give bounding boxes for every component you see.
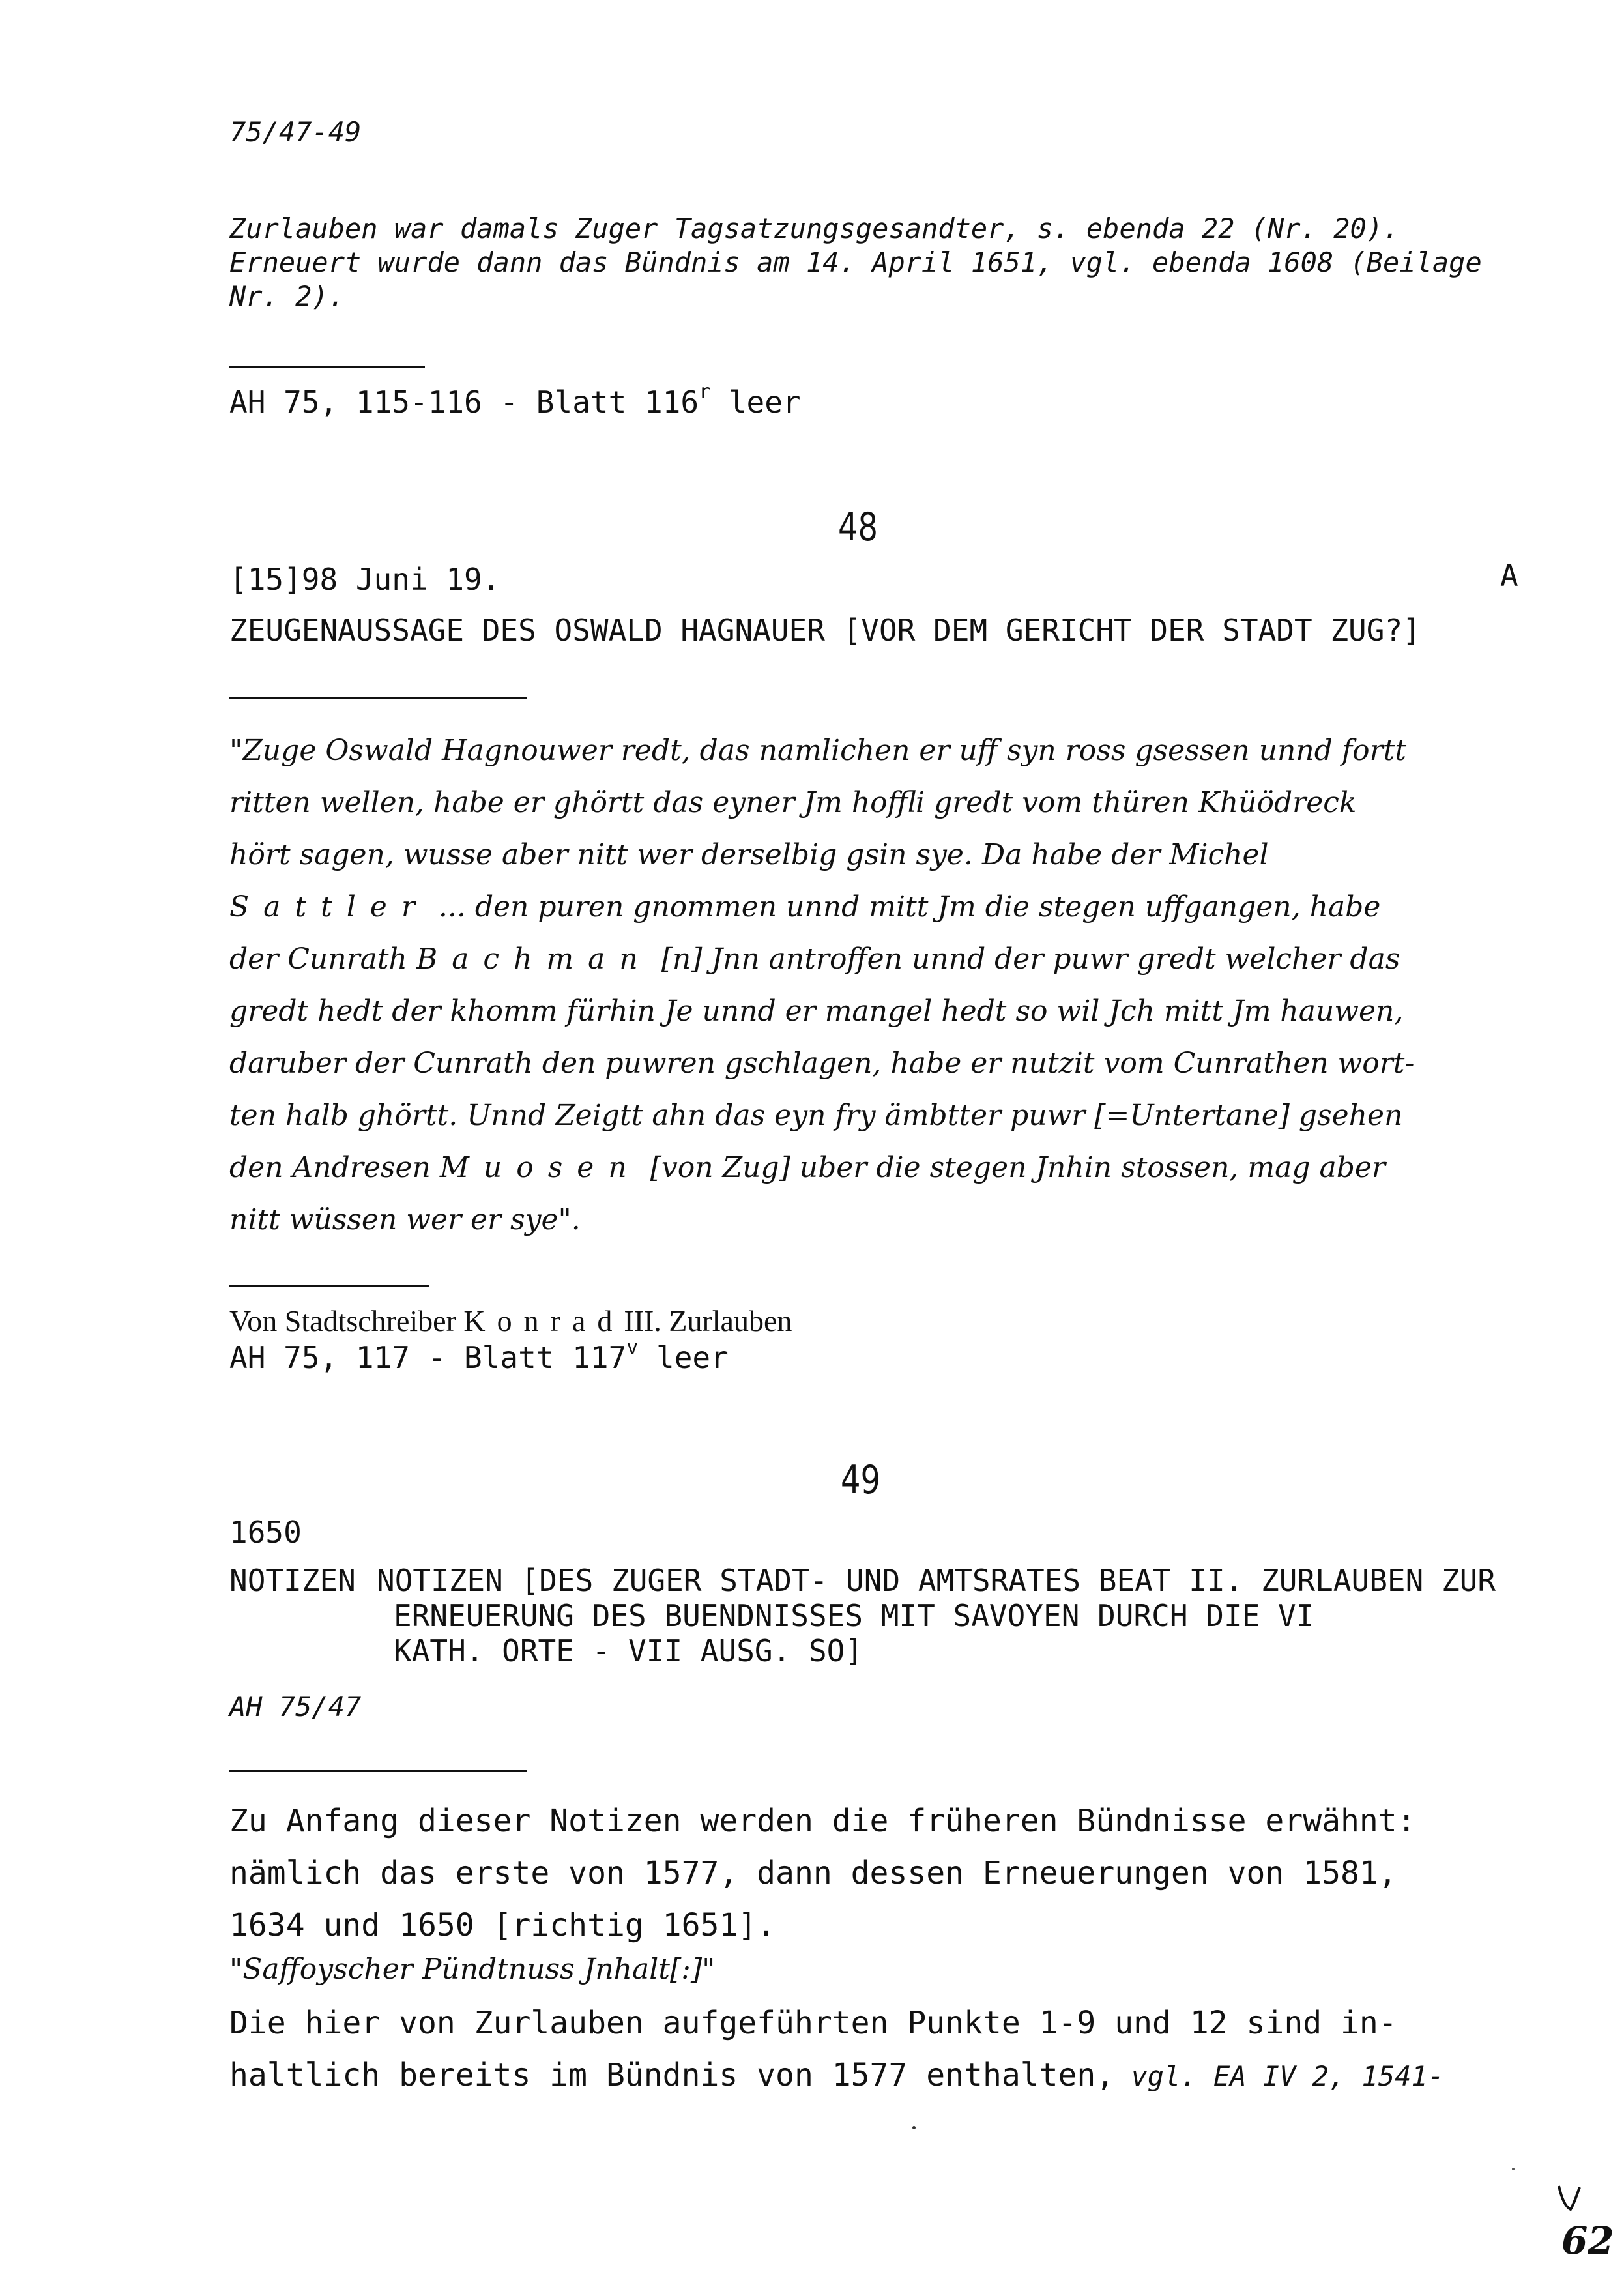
doc48-title: ZEUGENAUSSAGE DES OSWALD HAGNAUER [VOR DEM GERICHT DER STADT ZUG?]: [229, 613, 1421, 648]
doc49-body-line-3: 1634 und 1650 [richtig 1651].: [229, 1907, 776, 1944]
doc48-text-line-6: gredt hedt der khomm fürhin Je unnd er mangel hedt so wil Jch mitt Jm hauwen,: [229, 995, 1404, 1028]
doc48-source-line-1: Von Stadtschreiber KonradIII. Zurlauben: [229, 1304, 792, 1337]
doc49-title-label: NOTIZEN: [229, 1563, 356, 1598]
doc48-text-line-4: Sattler ... den puren gnommen unnd mitt Jm die stegen uffgangen, habe: [229, 890, 1381, 924]
page-mark: 62: [1561, 2219, 1614, 2263]
doc48-date: [15]98 Juni 19.: [229, 562, 500, 597]
divider: [229, 1770, 527, 1772]
note-line-2: Erneuert wurde dann das Bündnis am 14. April 1651, vgl. ebenda 1608 (Beilage: [229, 246, 1482, 278]
doc49-title-line-1: NOTIZEN [DES ZUGER STADT- UND AMTSRATES BEAT II. ZURLAUBEN ZUR: [377, 1563, 1496, 1598]
doc48-text-line-10: nitt wüssen wer er sye".: [229, 1203, 581, 1236]
page-reference: 75/47-49: [229, 116, 362, 148]
source-line: AH 75, 115-116 - Blatt 116$^r$ leer: [229, 381, 801, 420]
doc49-body-line-2: nämlich das erste von 1577, dann dessen Erneuerungen von 1581,: [229, 1855, 1397, 1891]
divider: [229, 697, 527, 699]
note-line-3: Nr. 2).: [229, 280, 345, 312]
doc48-text-line-8: ten halb ghörtt. Unnd Zeigtt ahn das eyn fry ämbtter puwr [=Untertane] gsehen: [229, 1099, 1403, 1132]
doc49-date: 1650: [229, 1515, 302, 1550]
doc48-text-line-9: den Andresen Muosen [von Zug] uber die stegen Jnhin stossen, mag aber: [229, 1151, 1385, 1184]
divider: [229, 1285, 429, 1287]
document-number-48: 48: [838, 504, 878, 550]
doc48-source-line-2: AH 75, 117 - Blatt 117$^v$ leer: [229, 1336, 729, 1375]
document-number-49: 49: [841, 1457, 881, 1503]
ink-dot: [1512, 2168, 1515, 2170]
doc49-body-line-5: haltlich bereits im Bündnis von 1577 enthalten, vgl. EA IV 2, 1541-: [229, 2057, 1444, 2093]
check-mark-icon: [1551, 2183, 1590, 2216]
doc48-text-line-1: "Zuge Oswald Hagnouwer redt, das namlichen er uff syn ross gsessen unnd fortt: [229, 734, 1407, 767]
doc48-text-line-5: der Cunrath Bachman [n] Jnn antroffen unnd der puwr gredt welcher das: [229, 942, 1400, 976]
doc49-title-line-3: KATH. ORTE - VII AUSG. SO]: [394, 1633, 863, 1668]
doc48-text-line-2: ritten wellen, habe er ghörtt das eyner Jm hoffli gredt vom thüren Khüödreck: [229, 786, 1357, 819]
doc48-text-line-7: daruber der Cunrath den puwren gschlagen, habe er nutzit vom Cunrathen wort-: [229, 1047, 1415, 1080]
divider: [229, 366, 425, 368]
doc48-marker: A: [1500, 558, 1518, 593]
doc49-body-line-4: Die hier von Zurlauben aufgeführten Punkte 1-9 und 12 sind in-: [229, 2005, 1397, 2041]
doc49-source: AH 75/47: [229, 1691, 362, 1723]
doc49-quote: "Saffoyscher Pündtnuss Jnhalt[:]": [229, 1953, 716, 1986]
note-line-1: Zurlauben war damals Zuger Tagsatzungsgesandter, s. ebenda 22 (Nr. 20).: [229, 212, 1400, 244]
ink-dot: [912, 2126, 916, 2129]
doc48-text-line-3: hört sagen, wusse aber nitt wer derselbig gsin sye. Da habe der Michel: [229, 838, 1269, 871]
doc49-title-line-2: ERNEUERUNG DES BUENDNISSES MIT SAVOYEN DURCH DIE VI: [394, 1598, 1314, 1633]
doc49-body-line-1: Zu Anfang dieser Notizen werden die früheren Bündnisse erwähnt:: [229, 1803, 1416, 1839]
